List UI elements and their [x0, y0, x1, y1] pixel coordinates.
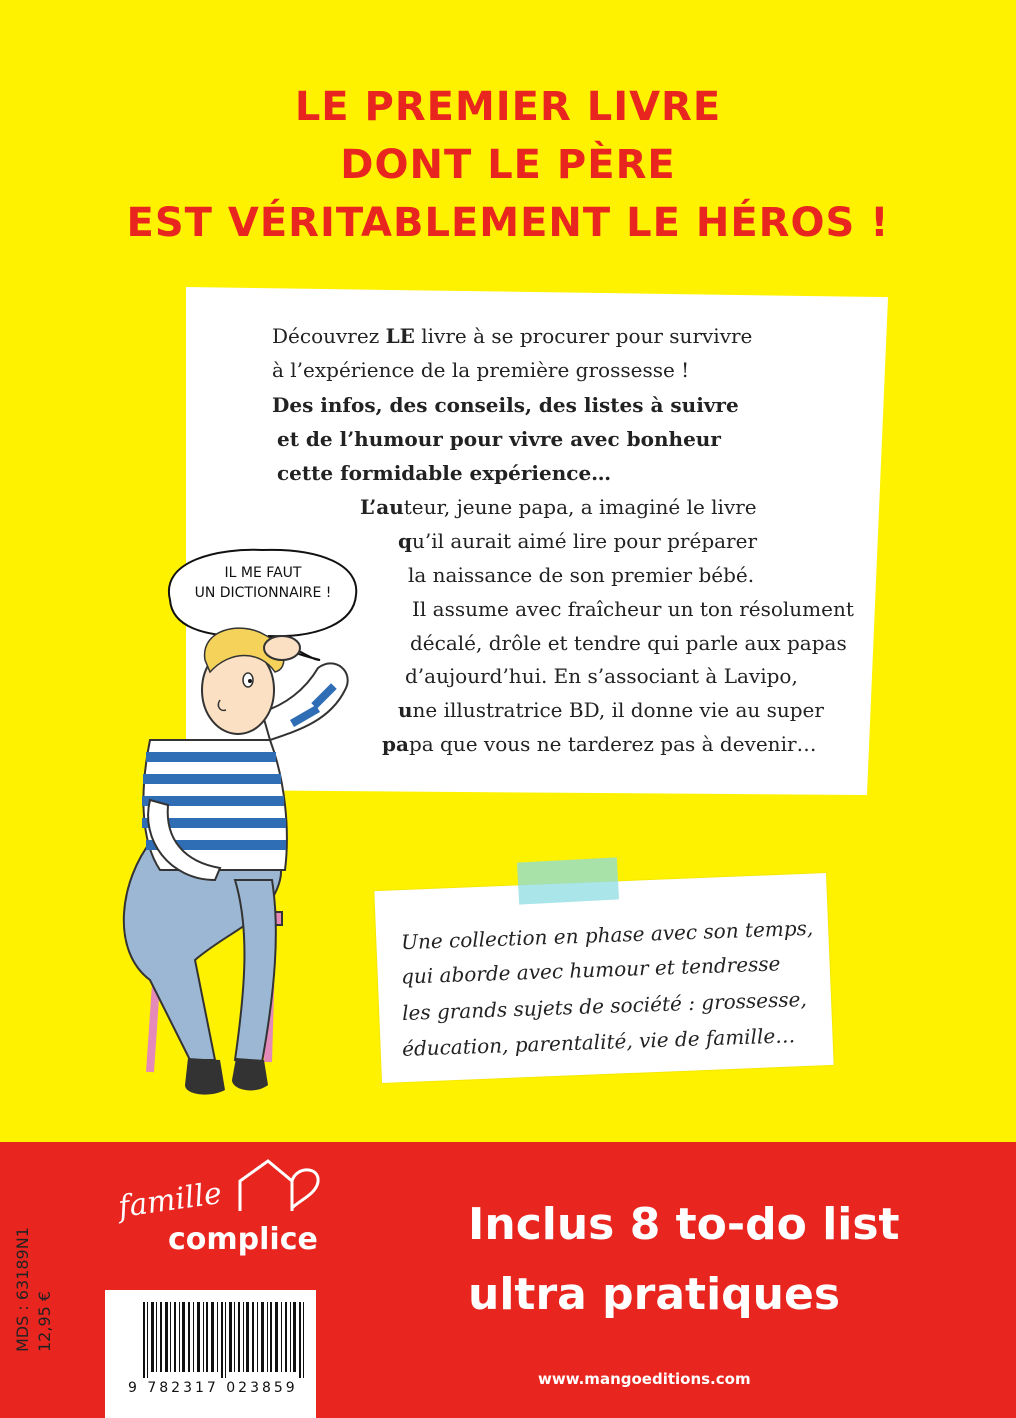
speech-bubble-line-1: IL ME FAUT	[224, 565, 302, 581]
side-code	[12, 1227, 56, 1352]
blurb-line-4: et de l’humour pour vivre avec bonheur	[277, 427, 721, 451]
blurb-line-12-rest: ne illustratrice BD, il donne vie au super	[412, 698, 824, 722]
blurb-line-6-bold: L’au	[360, 495, 404, 519]
headline-line-2: DONT LE PÈRE	[340, 142, 676, 188]
blurb-line-12-bold: u	[398, 698, 413, 722]
blurb-line-1-rest: livre à se procurer pour survivre	[421, 324, 753, 348]
logo-famille: famille	[116, 1175, 224, 1226]
todo-promo	[468, 1190, 900, 1330]
logo-complice: complice	[168, 1222, 318, 1257]
barcode-icon	[143, 1302, 308, 1378]
blurb-line-10: décalé, drôle et tendre qui parle aux papas	[410, 631, 847, 655]
blurb-line-13-bold: pa	[382, 732, 409, 756]
isbn-number: 9 782317 023859	[128, 1380, 298, 1396]
blurb-line-2: à l’expérience de la première grossesse !	[272, 358, 690, 382]
blurb-line-11: d’aujourd’hui. En s’associant à Lavipo,	[405, 664, 798, 688]
collection-line-1: Une collection en phase avec son temps,	[400, 915, 814, 955]
blurb-line-1-bold: LE	[385, 324, 415, 348]
blurb-line-8: la naissance de son premier bébé.	[408, 563, 755, 587]
todo-promo-line-2: ultra pratiques	[468, 1269, 841, 1320]
house-heart-icon	[230, 1156, 330, 1216]
blurb-line-13-rest: pa que vous ne tarderez pas à devenir…	[408, 732, 817, 756]
blurb-line-1-start: Découvrez	[272, 324, 380, 348]
blurb-line-9: Il assume avec fraîcheur un ton résolument	[412, 597, 854, 621]
blurb-line-6-rest: teur, jeune papa, a imaginé le livre	[403, 495, 757, 519]
blurb-line-7-bold: q	[398, 529, 412, 553]
speech-bubble-line-2: UN DICTIONNAIRE !	[194, 585, 332, 601]
blurb-line-3: Des infos, des conseils, des listes à suivre	[272, 393, 739, 417]
collection-line-2: qui aborde avec humour et tendresse	[400, 951, 781, 989]
publisher-website: www.mangoeditions.com	[538, 1370, 751, 1388]
collection-line-4: éducation, parentalité, vie de famille…	[401, 1023, 796, 1061]
blurb-line-5: cette formidable expérience…	[277, 461, 612, 485]
price: 12,95 €	[35, 1290, 54, 1352]
product-code: MDS : 63189N1	[13, 1227, 32, 1352]
collection-line-3: les grands sujets de société : grossesse,	[401, 986, 808, 1026]
todo-promo-line-1: Inclus 8 to-do list	[468, 1199, 900, 1250]
headline-line-3: EST VÉRITABLEMENT LE HÉROS !	[126, 200, 890, 246]
blurb-line-7-rest: u’il aurait aimé lire pour préparer	[411, 529, 758, 553]
headline-line-1: LE PREMIER LIVRE	[294, 84, 722, 130]
